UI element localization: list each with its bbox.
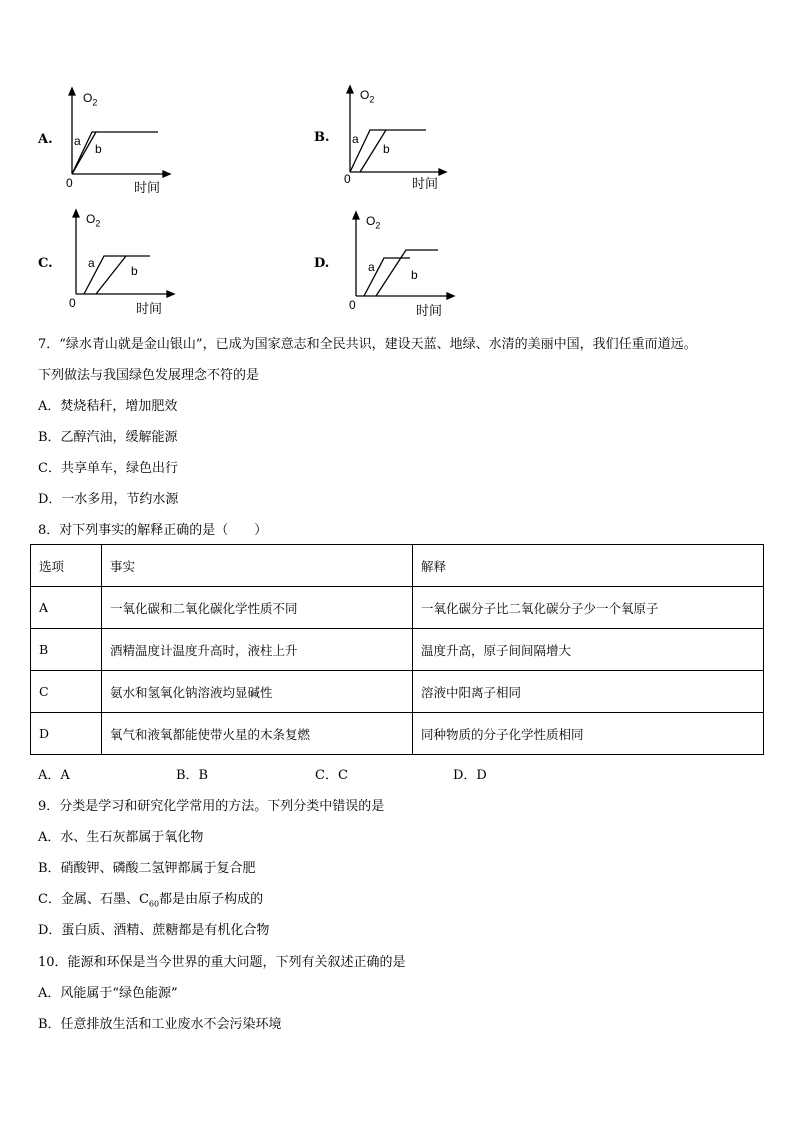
curve-b-label: b xyxy=(95,142,102,156)
graph-option-d xyxy=(314,210,464,320)
row-fact: 酒精温度计温度升高时，液柱上升 xyxy=(102,629,413,671)
curve-a-label: a xyxy=(368,260,375,274)
table-row xyxy=(31,713,764,755)
row-option: A xyxy=(31,587,102,629)
y-axis-label: $O_2$ xyxy=(360,88,375,105)
curve-a-label: a xyxy=(74,134,81,148)
table-row xyxy=(31,629,764,671)
q7-stem: 7．“绿水青山就是金山银山”，已成为国家意志和全民共识，建设天蓝、地绿、水清的美丽中国，我们任重而道远。 xyxy=(38,337,697,352)
origin-label: 0 xyxy=(69,296,76,310)
header-fact: 事实 xyxy=(102,545,413,587)
q9-stem: 9．分类是学习和研究化学常用的方法。下列分类中错误的是 xyxy=(38,799,385,814)
option-label: A. xyxy=(38,132,53,147)
x-axis-arrow xyxy=(167,291,174,297)
row-explanation: 溶液中阳离子相同 xyxy=(413,671,764,713)
x-axis-label: 时间 xyxy=(134,181,161,196)
row-option: B xyxy=(31,629,102,671)
row-fact: 一氧化碳和二氧化碳化学性质不同 xyxy=(102,587,413,629)
o2-time-graph xyxy=(314,86,464,196)
y-axis-label: $O_2$ xyxy=(83,91,98,108)
table-row xyxy=(31,587,764,629)
graph-option-c xyxy=(38,208,188,318)
o2-time-graph xyxy=(38,208,188,318)
y-axis-label: $O_2$ xyxy=(86,212,101,229)
q9-option-c: C．金属、石墨、$C_{60}$都是由原子构成的 xyxy=(38,892,264,909)
q8-answer-d: D．D xyxy=(453,768,487,783)
y-axis-arrow xyxy=(69,88,75,95)
q7-option-a: A．焚烧秸秆，增加肥效 xyxy=(38,399,178,414)
x-axis-arrow xyxy=(163,171,170,177)
x-axis-label: 时间 xyxy=(136,302,163,317)
q9-option-b: B．硝酸钾、磷酸二氢钾都属于复合肥 xyxy=(38,861,256,876)
x-axis-arrow xyxy=(439,169,446,175)
origin-label: 0 xyxy=(349,298,356,312)
x-axis-arrow xyxy=(447,293,454,299)
curve-b-label: b xyxy=(383,142,390,156)
table-header-row xyxy=(31,545,764,587)
option-label: B. xyxy=(314,130,330,145)
curve-b-label: b xyxy=(411,268,418,282)
y-axis-arrow xyxy=(73,210,79,217)
option-label: C. xyxy=(38,256,53,271)
q10-option-a: A．风能属于“绿色能源” xyxy=(38,986,178,1001)
option-label: D. xyxy=(314,256,330,271)
q10-stem: 10．能源和环保是当今世界的重大问题，下列有关叙述正确的是 xyxy=(38,955,406,970)
graph-option-b xyxy=(314,86,464,196)
origin-label: 0 xyxy=(344,172,351,186)
x-axis-label: 时间 xyxy=(412,177,439,192)
curve-a xyxy=(72,132,158,174)
q7-option-c: C．共享单车，绿色出行 xyxy=(38,461,178,476)
row-explanation: 温度升高，原子间间隔增大 xyxy=(413,629,764,671)
q8-stem: 8．对下列事实的解释正确的是（ ） xyxy=(38,523,268,538)
x-axis-label: 时间 xyxy=(416,304,443,319)
row-explanation: 一氧化碳分子比二氧化碳分子少一个氧原子 xyxy=(413,587,764,629)
q8-answer-a: A．A xyxy=(38,768,70,783)
q7-option-d: D．一水多用，节约水源 xyxy=(38,492,179,507)
row-fact: 氨水和氢氧化钠溶液均显碱性 xyxy=(102,671,413,713)
q10-option-b: B．任意排放生活和工业废水不会污染环境 xyxy=(38,1017,282,1032)
q8-answer-b: B．B xyxy=(176,768,209,783)
header-explanation: 解释 xyxy=(413,545,764,587)
header-option: 选项 xyxy=(31,545,102,587)
q9-option-d: D．蛋白质、酒精、蔗糖都是有机化合物 xyxy=(38,923,270,938)
q7-option-b: B．乙醇汽油，缓解能源 xyxy=(38,430,178,445)
curve-b-label: b xyxy=(131,264,138,278)
row-option: C xyxy=(31,671,102,713)
curve-b xyxy=(376,250,438,296)
origin-label: 0 xyxy=(66,176,73,190)
y-axis-arrow xyxy=(353,212,359,219)
y-axis-arrow xyxy=(347,86,353,93)
row-explanation: 同种物质的分子化学性质相同 xyxy=(413,713,764,755)
y-axis-label: $O_2$ xyxy=(366,214,381,231)
row-fact: 氧气和液氧都能使带火星的木条复燃 xyxy=(102,713,413,755)
q7-stem-cont: 下列做法与我国绿色发展理念不符的是 xyxy=(38,368,260,383)
graph-option-a xyxy=(38,88,178,198)
q9-option-a: A．水、生石灰都属于氧化物 xyxy=(38,830,204,845)
curve-a-label: a xyxy=(88,256,95,270)
q8-answer-c: C．C xyxy=(315,768,348,783)
table-row xyxy=(31,671,764,713)
facts-table xyxy=(30,544,764,755)
row-option: D xyxy=(31,713,102,755)
curve-a-label: a xyxy=(352,132,359,146)
